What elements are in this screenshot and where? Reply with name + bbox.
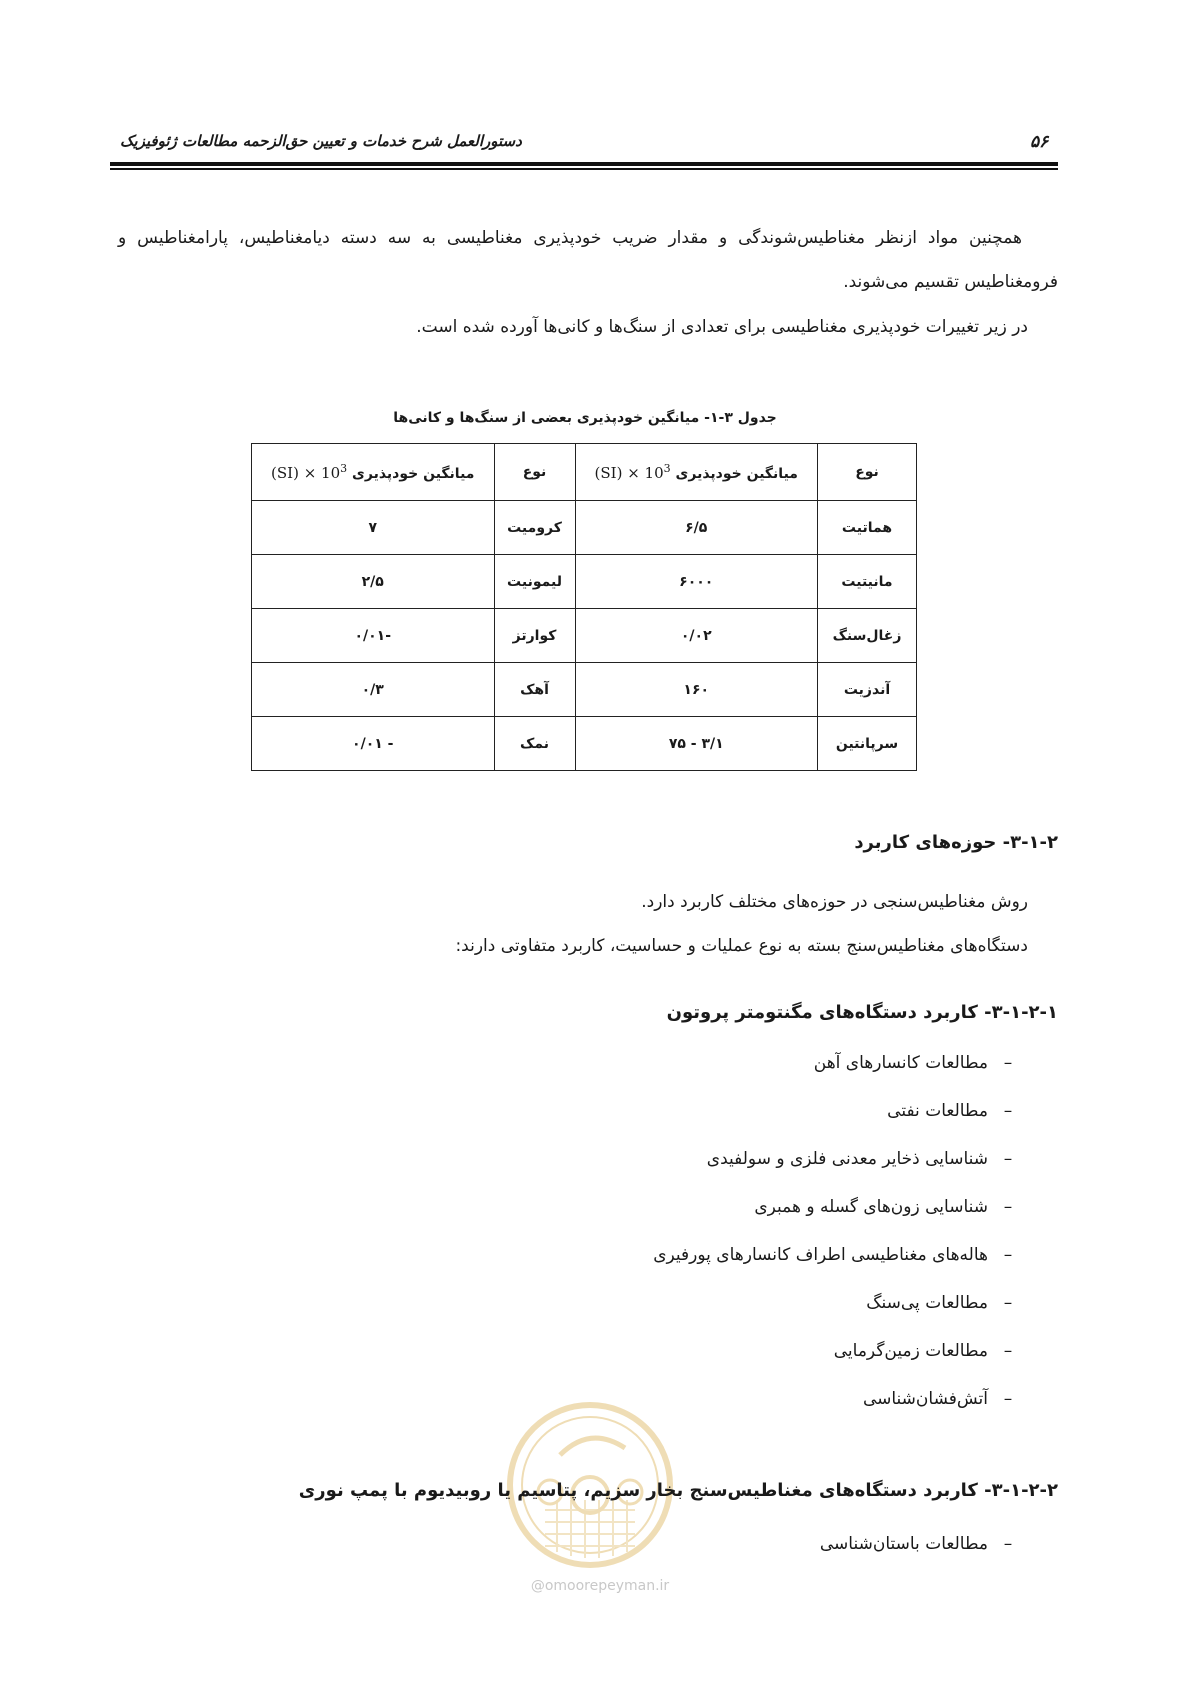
- cell-type: کرومیت: [494, 501, 575, 555]
- cell-type: هماتیت: [818, 501, 917, 555]
- list-item: [653, 1183, 1028, 1231]
- cell-value: -۰/۰۱: [252, 609, 495, 663]
- cell-type: سرپانتین: [818, 717, 917, 771]
- bullet-dash: –: [1003, 1101, 1013, 1121]
- cell-type: آندزیت: [818, 663, 917, 717]
- cell-value: ۷: [252, 501, 495, 555]
- list-item: [653, 1087, 1028, 1135]
- table-row: [252, 501, 917, 555]
- table-row: [252, 609, 917, 663]
- cell-value: ۶/۵: [575, 501, 818, 555]
- table-header-row: [252, 444, 917, 501]
- section-heading-proton-magnetometer: ۳-۱-۲-۱- کاربرد دستگاه‌های مگنتومتر پروتون: [666, 1002, 1058, 1023]
- table-row: [252, 717, 917, 771]
- list-item: [653, 1279, 1028, 1327]
- list-item-text: مطالعات زمین‌گرمایی: [833, 1341, 988, 1361]
- header-unit-factor: × 10: [303, 464, 341, 482]
- susceptibility-table: [251, 443, 917, 771]
- bullet-dash: –: [1003, 1245, 1013, 1265]
- cell-type: نمک: [494, 717, 575, 771]
- cell-type: لیمونیت: [494, 555, 575, 609]
- header-unit-exponent: 3: [663, 462, 671, 475]
- table-row: [252, 555, 917, 609]
- bullet-dash: –: [1003, 1389, 1013, 1409]
- cell-value: ۰/۰۲: [575, 609, 818, 663]
- bullet-dash: –: [1003, 1534, 1013, 1554]
- list-item-text: هاله‌های مغناطیسی اطراف کانسارهای پورفیری: [653, 1245, 988, 1265]
- section-body: [455, 880, 1028, 968]
- header-unit: [595, 464, 671, 482]
- list-item: [653, 1039, 1028, 1087]
- intro-paragraph-1: همچنین مواد ازنظر مغناطیس‌شوندگی و مقدار ضریب خودپذیری مغناطیسی به سه دسته دیامغناطیس، پارامغناطیس و فرومغناطیس تقسیم می‌شوند.: [118, 228, 1058, 292]
- section-line-2: دستگاه‌های مغناطیس‌سنج بسته به نوع عملیات و حساسیت، کاربرد متفاوتی دارند:: [455, 936, 1028, 956]
- bullet-dash: –: [1003, 1341, 1013, 1361]
- list-item-text: شناسایی زون‌های گسله و همبری: [754, 1197, 988, 1217]
- section-line-1: روش مغناطیس‌سنجی در حوزه‌های مختلف کاربرد دارد.: [641, 892, 1028, 912]
- bullet-dash: –: [1003, 1293, 1013, 1313]
- header-unit: [271, 464, 347, 482]
- list-item: [653, 1375, 1028, 1423]
- cell-type: کوارتز: [494, 609, 575, 663]
- running-title: دستورالعمل شرح خدمات و تعیین حق‌الزحمه مطالعات ژئوفیزیک: [120, 132, 522, 150]
- list-item-text: شناسایی ذخایر معدنی فلزی و سولفیدی: [706, 1149, 988, 1169]
- watermark-url: @omoorepeyman.ir: [530, 1578, 670, 1594]
- header-mean-susceptibility: [575, 444, 818, 501]
- cell-type: زغال‌سنگ: [818, 609, 917, 663]
- list-item-text: مطالعات نفتی: [887, 1101, 988, 1121]
- proton-magnetometer-uses-list: [653, 1039, 1028, 1423]
- header-type: نوع: [818, 444, 917, 501]
- header-rule-thin: [110, 168, 1058, 170]
- cell-value: - ۰/۰۱: [252, 717, 495, 771]
- cell-value: ۲/۵: [252, 555, 495, 609]
- header-unit-exponent: 3: [340, 462, 348, 475]
- list-item-text: مطالعات کانسارهای آهن: [813, 1053, 988, 1073]
- section-heading-optically-pumped-magnetometer: ۳-۱-۲-۲- کاربرد دستگاه‌های مغناطیس‌سنج بخار سزیم، پتاسیم یا روبیدیوم با پمپ نوری: [298, 1480, 1058, 1501]
- header-unit-factor: × 10: [627, 464, 664, 482]
- list-item-text: آتش‌فشان‌شناسی: [862, 1389, 988, 1409]
- cell-value: ۱۶۰: [575, 663, 818, 717]
- list-item: [653, 1327, 1028, 1375]
- bullet-dash: –: [1003, 1197, 1013, 1217]
- cell-type: آهک: [494, 663, 575, 717]
- list-item-text: مطالعات پی‌سنگ: [866, 1293, 988, 1313]
- cell-type: مانیتیت: [818, 555, 917, 609]
- page-number: ۵۶: [1030, 132, 1049, 152]
- list-item: [653, 1135, 1028, 1183]
- cell-value: ۰/۳: [252, 663, 495, 717]
- cell-value: ۶۰۰۰: [575, 555, 818, 609]
- header-mean-label: میانگین خودپذیری: [675, 466, 798, 482]
- optically-pumped-uses-list: [820, 1520, 1028, 1568]
- header-mean-susceptibility: [252, 444, 495, 501]
- list-item: [653, 1231, 1028, 1279]
- header-rule-thick: [110, 162, 1058, 166]
- header-mean-label: میانگین خودپذیری: [352, 466, 475, 482]
- header-unit-si: (SI): [271, 464, 299, 482]
- list-item-text: مطالعات باستان‌شناسی: [819, 1534, 988, 1554]
- header-unit-si: (SI): [594, 464, 623, 482]
- intro-paragraph-2: در زیر تغییرات خودپذیری مغناطیسی برای تعدادی از سنگ‌ها و کانی‌ها آورده شده است.: [416, 317, 1028, 337]
- table-row: [252, 663, 917, 717]
- bullet-dash: –: [1003, 1149, 1013, 1169]
- cell-value: ۳/۱ - ۷۵: [575, 717, 818, 771]
- table-caption: جدول ۳-۱- میانگین خودپذیری بعضی از سنگ‌ها و کانی‌ها: [393, 410, 777, 426]
- section-heading-application-areas: ۳-۱-۲- حوزه‌های کاربرد: [854, 832, 1058, 853]
- list-item: [820, 1520, 1028, 1568]
- header-type: نوع: [494, 444, 575, 501]
- bullet-dash: –: [1003, 1053, 1013, 1073]
